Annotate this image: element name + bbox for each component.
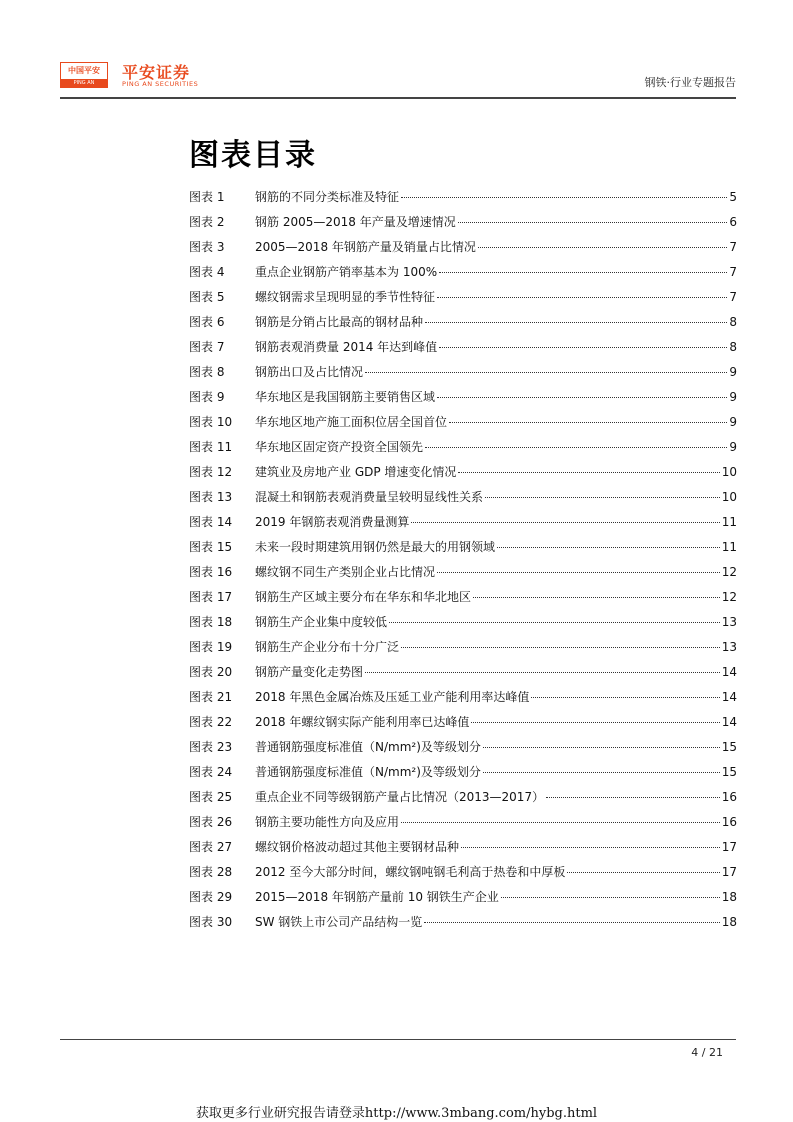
toc-dot-leader: [458, 471, 719, 473]
toc-entry-title: 钢筋出口及占比情况: [255, 365, 364, 379]
toc-dot-leader: [437, 571, 720, 573]
download-link-text[interactable]: 获取更多行业研究报告请登录http://www.3mbang.com/hybg.html: [195, 1106, 598, 1121]
toc-entry-title: 2019 年钢筋表观消费量测算: [255, 515, 410, 529]
toc-entry-page: 14: [721, 665, 737, 679]
toc-entry-label: 图表 17: [189, 590, 233, 604]
toc-entry-label: 图表 30: [189, 915, 233, 929]
toc-entry[interactable]: [189, 188, 737, 213]
toc-dot-leader: [365, 371, 727, 373]
toc-entry-label: 图表 29: [189, 890, 233, 904]
toc-entry-label: 图表 26: [189, 815, 233, 829]
toc-entry-label: 图表 25: [189, 790, 233, 804]
toc-entry-title: 2015—2018 年钢筋产量前 10 钢铁生产企业: [255, 890, 499, 904]
toc-entry-title: 钢筋 2005—2018 年产量及增速情况: [255, 215, 456, 229]
toc-entry-label: 图表 2: [189, 215, 225, 229]
toc-entry-title: 普通钢筋强度标准值（N/mm²)及等级划分: [255, 740, 481, 754]
toc-dot-leader: [401, 646, 720, 648]
toc-entry[interactable]: [189, 813, 737, 838]
toc-entry-page: 5: [729, 190, 737, 204]
toc-dot-leader: [458, 221, 727, 223]
toc-entry-title: 华东地区地产施工面积位居全国首位: [255, 415, 448, 429]
toc-entry[interactable]: [189, 288, 737, 313]
toc-entry-title: 未来一段时期建筑用钢仍然是最大的用钢领域: [255, 540, 496, 554]
toc-entry-title: 2005—2018 年钢筋产量及销量占比情况: [255, 240, 476, 254]
toc-entry-title: 螺纹钢不同生产类别企业占比情况: [255, 565, 436, 579]
toc-entry-title: 钢筋表观消费量 2014 年达到峰值: [255, 340, 438, 354]
toc-entry-page: 7: [729, 240, 737, 254]
toc-dot-leader: [478, 246, 727, 248]
toc-entry-label: 图表 24: [189, 765, 233, 779]
toc-entry-title: 重点企业钢筋产销率基本为 100%: [255, 265, 438, 279]
toc-dot-leader: [389, 621, 720, 623]
toc-entry-label: 图表 7: [189, 340, 225, 354]
toc-entry[interactable]: [189, 363, 737, 388]
toc-entry-label: 图表 3: [189, 240, 225, 254]
toc-entry-page: 14: [721, 715, 737, 729]
toc-entry-page: 8: [729, 340, 737, 354]
brand-name-en: PING AN SECURITIES: [122, 80, 199, 88]
toc-dot-leader: [449, 421, 727, 423]
toc-dot-leader: [497, 546, 720, 548]
toc-dot-leader: [501, 896, 720, 898]
toc-entry-label: 图表 6: [189, 315, 225, 329]
toc-entry-title: 螺纹钢价格波动超过其他主要钢材品种: [255, 840, 460, 854]
toc-entry[interactable]: [189, 488, 737, 513]
toc-entry[interactable]: [189, 313, 737, 338]
toc-entry-title: 2012 至今大部分时间，螺纹钢吨钢毛利高于热卷和中厚板: [255, 865, 566, 879]
logo-bottom-text: PING AN: [73, 80, 95, 86]
toc-entry[interactable]: [189, 588, 737, 613]
toc-entry[interactable]: [189, 738, 737, 763]
toc-entry[interactable]: [189, 613, 737, 638]
toc-entry-page: 6: [729, 215, 737, 229]
toc-entry-label: 图表 21: [189, 690, 233, 704]
toc-entry-label: 图表 9: [189, 390, 225, 404]
page-title: 图表目录: [189, 138, 317, 173]
page-indicator: 4 / 21: [691, 1046, 723, 1059]
toc-entry[interactable]: [189, 863, 737, 888]
toc-entry-page: 12: [721, 565, 737, 579]
toc-entry-page: 8: [729, 315, 737, 329]
toc-entry[interactable]: [189, 638, 737, 663]
toc-entry-page: 9: [729, 365, 737, 379]
toc-entry-label: 图表 28: [189, 865, 233, 879]
toc-entry-page: 12: [721, 590, 737, 604]
toc-entry[interactable]: [189, 888, 737, 913]
toc-entry-title: 建筑业及房地产业 GDP 增速变化情况: [255, 465, 457, 479]
toc-dot-leader: [531, 696, 719, 698]
toc-dot-leader: [437, 296, 727, 298]
toc-entry-page: 7: [729, 290, 737, 304]
toc-entry-page: 10: [721, 490, 737, 504]
toc-dot-leader: [567, 871, 719, 873]
toc-entry[interactable]: [189, 338, 737, 363]
toc-entry-title: 普通钢筋强度标准值（N/mm²)及等级划分: [255, 765, 481, 779]
toc-entry-page: 9: [729, 390, 737, 404]
toc-entry-page: 9: [729, 440, 737, 454]
toc-dot-leader: [439, 346, 727, 348]
toc-dot-leader: [411, 521, 719, 523]
toc-entry-page: 11: [721, 515, 737, 529]
toc-entry-label: 图表 20: [189, 665, 233, 679]
toc-entry-title: 2018 年螺纹钢实际产能利用率已达峰值: [255, 715, 470, 729]
toc-dot-leader: [401, 196, 727, 198]
toc-entry-title: 钢筋生产区域主要分布在华东和华北地区: [255, 590, 472, 604]
toc-entry-title: 华东地区是我国钢筋主要销售区域: [255, 390, 436, 404]
toc-dot-leader: [461, 846, 720, 848]
toc-entry-title: 2018 年黑色金属冶炼及压延工业产能利用率达峰值: [255, 690, 530, 704]
toc-entry-label: 图表 19: [189, 640, 233, 654]
toc-entry-page: 14: [721, 690, 737, 704]
toc-entry[interactable]: [189, 538, 737, 563]
logo-top-text: 中国平安: [61, 63, 107, 79]
toc-dot-leader: [424, 921, 719, 923]
toc-entry-label: 图表 23: [189, 740, 233, 754]
toc-entry-label: 图表 18: [189, 615, 233, 629]
toc-entry[interactable]: [189, 388, 737, 413]
toc-entry-label: 图表 14: [189, 515, 233, 529]
toc-entry-label: 图表 10: [189, 415, 233, 429]
toc-entry[interactable]: [189, 263, 737, 288]
toc-entry-label: 图表 4: [189, 265, 225, 279]
toc-entry[interactable]: [189, 688, 737, 713]
header-divider: [60, 97, 736, 99]
toc-entry[interactable]: [189, 913, 737, 938]
toc-entry-title: 钢筋的不同分类标准及特征: [255, 190, 400, 204]
toc-entry[interactable]: [189, 438, 737, 463]
toc-entry-title: 华东地区固定资产投资全国领先: [255, 440, 424, 454]
toc-entry[interactable]: [189, 213, 737, 238]
toc-dot-leader: [483, 771, 720, 773]
toc-entry-label: 图表 22: [189, 715, 233, 729]
toc-dot-leader: [365, 671, 720, 673]
toc-entry-label: 图表 12: [189, 465, 233, 479]
toc-entry-label: 图表 13: [189, 490, 233, 504]
toc-entry[interactable]: [189, 663, 737, 688]
toc-entry-title: 钢筋产量变化走势图: [255, 665, 364, 679]
toc-entry-label: 图表 27: [189, 840, 233, 854]
toc-dot-leader: [473, 596, 720, 598]
toc-dot-leader: [471, 721, 719, 723]
toc-entry[interactable]: [189, 713, 737, 738]
footer-divider: [60, 1039, 736, 1040]
toc-entry-title: 重点企业不同等级钢筋产量占比情况（2013—2017）: [255, 790, 545, 804]
toc-dot-leader: [483, 746, 720, 748]
toc-entry-page: 13: [721, 640, 737, 654]
toc-dot-leader: [425, 446, 727, 448]
toc-entry[interactable]: [189, 763, 737, 788]
toc-entry[interactable]: [189, 463, 737, 488]
toc-entry-title: 钢筋是分销占比最高的钢材品种: [255, 315, 424, 329]
toc-entry-page: 10: [721, 465, 737, 479]
toc-entry-page: 7: [729, 265, 737, 279]
toc-entry-label: 图表 15: [189, 540, 233, 554]
toc-entry-title: 混凝土和钢筋表观消费量呈较明显线性关系: [255, 490, 484, 504]
toc-entry-title: 钢筋生产企业集中度较低: [255, 615, 388, 629]
toc-entry-page: 17: [721, 840, 737, 854]
pingan-logo: [60, 62, 108, 88]
toc-entry-label: 图表 11: [189, 440, 233, 454]
toc-entry-page: 15: [721, 765, 737, 779]
toc-entry-title: 钢筋主要功能性方向及应用: [255, 815, 400, 829]
toc-entry-page: 15: [721, 740, 737, 754]
toc-entry-title: 螺纹钢需求呈现明显的季节性特征: [255, 290, 436, 304]
toc-entry[interactable]: [189, 838, 737, 863]
toc-entry[interactable]: [189, 238, 737, 263]
toc-entry-page: 11: [721, 540, 737, 554]
toc-entry-label: 图表 8: [189, 365, 225, 379]
document-category: 钢铁·行业专题报告: [644, 76, 736, 89]
toc-dot-leader: [439, 271, 727, 273]
toc-dot-leader: [401, 821, 720, 823]
toc-entry-page: 16: [721, 790, 737, 804]
toc-dot-leader: [437, 396, 727, 398]
brand-name-cn: 平安证券: [122, 63, 191, 82]
toc-dot-leader: [546, 796, 720, 798]
toc-entry[interactable]: [189, 788, 737, 813]
page-header: [60, 58, 736, 96]
toc-entry-page: 13: [721, 615, 737, 629]
toc-dot-leader: [425, 321, 727, 323]
toc-entry-page: 17: [721, 865, 737, 879]
toc-entry-title: 钢筋生产企业分布十分广泛: [255, 640, 400, 654]
toc-entry-page: 9: [729, 415, 737, 429]
toc-entry[interactable]: [189, 513, 737, 538]
toc-entry-label: 图表 16: [189, 565, 233, 579]
toc-entry-title: SW 钢铁上市公司产品结构一览: [255, 915, 423, 929]
toc-dot-leader: [485, 496, 720, 498]
toc-entry[interactable]: [189, 413, 737, 438]
toc-entry-page: 16: [721, 815, 737, 829]
toc-entry-page: 18: [721, 915, 737, 929]
toc-entry-label: 图表 1: [189, 190, 225, 204]
toc-entry[interactable]: [189, 563, 737, 588]
figure-toc-list: [189, 188, 737, 938]
toc-entry-label: 图表 5: [189, 290, 225, 304]
toc-entry-page: 18: [721, 890, 737, 904]
